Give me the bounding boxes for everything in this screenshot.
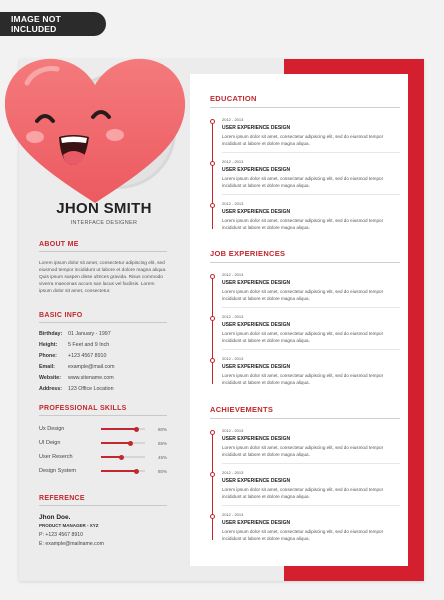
image-not-included-badge: IMAGE NOT INCLUDED xyxy=(0,12,106,36)
skill-slider xyxy=(101,442,145,444)
info-key: Height: xyxy=(39,342,58,348)
achievements-section xyxy=(210,405,400,548)
entry-title: USER EXPERIENCE DESIGN xyxy=(222,520,291,526)
info-row xyxy=(39,342,167,353)
entry-desc: Lorem ipsum dolor sit amet, consectetur adipiscing elit, sed do eiusmod tempor incididunt ut labore et dolore magna aliqua. xyxy=(222,218,384,230)
timeline-entry xyxy=(222,464,400,506)
reference-title: PRODUCT MANAGER - XYZ xyxy=(39,523,99,528)
timeline-entry xyxy=(222,111,400,153)
reference-section xyxy=(39,495,167,550)
skill-fill xyxy=(101,428,136,430)
entry-title: USER EXPERIENCE DESIGN xyxy=(222,364,291,370)
timeline-dot xyxy=(210,274,215,279)
timeline-entry xyxy=(222,195,400,237)
timeline-entry xyxy=(222,266,400,308)
skill-slider xyxy=(101,470,145,472)
reference-heading: REFERENCE xyxy=(39,495,167,506)
entry-title: USER EXPERIENCE DESIGN xyxy=(222,436,291,442)
entry-title: USER EXPERIENCE DESIGN xyxy=(222,478,291,484)
info-key: Address: xyxy=(39,386,62,392)
right-cheek xyxy=(106,129,124,141)
entry-desc: Lorem ipsum dolor sit amet, consectetur adipiscing elit, sed do eiusmod tempor incididunt ut labore et dolore magna aliqua. xyxy=(222,445,384,457)
about-heading: ABOUT ME xyxy=(39,241,167,252)
info-row xyxy=(39,331,167,342)
info-key: Website: xyxy=(39,375,61,381)
skill-knob xyxy=(134,427,139,432)
skill-knob xyxy=(134,469,139,474)
entry-desc: Lorem ipsum dolor sit amet, consectetur adipiscing elit, sed do eiusmod tempor incididunt ut labore et dolore magna aliqua. xyxy=(222,529,384,541)
jobs-timeline xyxy=(210,266,400,392)
skill-row xyxy=(39,450,167,464)
info-value: 5 Feet and 9 Inch xyxy=(68,342,110,348)
reference-email: E: example@mailname.com xyxy=(39,541,104,547)
timeline-dot xyxy=(210,514,215,519)
timeline-dot xyxy=(210,316,215,321)
skill-percent: 80% xyxy=(157,468,167,474)
skill-slider xyxy=(101,456,145,458)
entry-desc: Lorem ipsum dolor sit amet, consectetur adipiscing elit, sed do eiusmod tempor incididunt ut labore et dolore magna aliqua. xyxy=(222,373,384,385)
entry-desc: Lorem ipsum dolor sit amet, consectetur adipiscing elit, sed do eiusmod tempor incididunt ut labore et dolore magna aliqua. xyxy=(222,331,384,343)
info-value: example@mail.com xyxy=(68,364,115,370)
skill-knob xyxy=(128,441,133,446)
info-key: Email: xyxy=(39,364,55,370)
heart-face-icon xyxy=(1,53,189,213)
info-key: Phone: xyxy=(39,353,57,359)
entry-year: 2012 - 2013 xyxy=(222,470,244,475)
entry-year: 2012 - 2013 xyxy=(222,314,244,319)
entry-desc: Lorem ipsum dolor sit amet, consectetur adipiscing elit, sed do eiusmod tempor incididunt ut labore et dolore magna aliqua. xyxy=(222,134,384,146)
info-row xyxy=(39,353,167,364)
timeline-dot xyxy=(210,119,215,124)
timeline-line xyxy=(212,432,213,540)
skill-name: Ux Design xyxy=(39,426,65,432)
about-text: Lorem ipsum dolor sit amet, consectetur adipiscing elit, sed eiusmod tempor incididunt ut labore et dolore magna aliqua. Quis ipsum suspen disse ultrices gravida. Risus commodo viverra maecenas accum san lacus vel facilisis. Lorem ipsum dolor sit amet, consectetur. xyxy=(39,261,167,294)
entry-title: USER EXPERIENCE DESIGN xyxy=(222,209,291,215)
skill-percent: 80% xyxy=(157,426,167,432)
education-heading: EDUCATION xyxy=(210,94,400,108)
entry-title: USER EXPERIENCE DESIGN xyxy=(222,167,291,173)
skill-name: Design System xyxy=(39,468,76,474)
jobs-section xyxy=(210,249,400,392)
left-cheek xyxy=(26,131,44,143)
timeline-dot xyxy=(210,472,215,477)
timeline-entry xyxy=(222,350,400,392)
info-value: +123 4567 8910 xyxy=(68,353,107,359)
skill-slider xyxy=(101,428,145,430)
skill-row xyxy=(39,464,167,478)
entry-year: 2012 - 2013 xyxy=(222,159,244,164)
timeline-dot xyxy=(210,203,215,208)
entry-desc: Lorem ipsum dolor sit amet, consectetur adipiscing elit, sed do eiusmod tempor incididunt ut labore et dolore magna aliqua. xyxy=(222,289,384,301)
education-timeline xyxy=(210,111,400,237)
info-value: www.sitename.com xyxy=(68,375,114,381)
entry-year: 2012 - 2013 xyxy=(222,201,244,206)
right-content-card xyxy=(190,74,408,566)
info-value: 01 January - 1997 xyxy=(68,331,111,337)
timeline-dot xyxy=(210,161,215,166)
skill-knob xyxy=(119,455,124,460)
skill-name: User Reserch xyxy=(39,454,73,460)
entry-desc: Lorem ipsum dolor sit amet, consectetur adipiscing elit, sed do eiusmod tempor incididunt ut labore et dolore magna aliqua. xyxy=(222,176,384,188)
heart-shape xyxy=(5,59,185,203)
timeline-line xyxy=(212,276,213,384)
entry-title: USER EXPERIENCE DESIGN xyxy=(222,322,291,328)
entry-title: USER EXPERIENCE DESIGN xyxy=(222,125,291,131)
timeline-entry xyxy=(222,308,400,350)
timeline-entry xyxy=(222,422,400,464)
entry-desc: Lorem ipsum dolor sit amet, consectetur adipiscing elit, sed do eiusmod tempor incididunt ut labore et dolore magna aliqua. xyxy=(222,487,384,499)
entry-year: 2012 - 2013 xyxy=(222,428,244,433)
basic-info-section xyxy=(39,312,167,397)
education-section xyxy=(210,94,400,237)
timeline-entry xyxy=(222,153,400,195)
info-row xyxy=(39,386,167,397)
info-row xyxy=(39,364,167,375)
timeline-dot xyxy=(210,430,215,435)
info-value: 123 Office Location xyxy=(68,386,114,392)
skill-percent: 45% xyxy=(157,454,167,460)
skill-percent: 65% xyxy=(157,440,167,446)
entry-title: USER EXPERIENCE DESIGN xyxy=(222,280,291,286)
timeline-entry xyxy=(222,506,400,548)
achievements-timeline xyxy=(210,422,400,548)
reference-phone: P: +123 4567 8910 xyxy=(39,532,83,538)
info-row xyxy=(39,375,167,386)
about-section xyxy=(39,241,167,295)
entry-year: 2012 - 2013 xyxy=(222,117,244,122)
basic-info-heading: BASIC INFO xyxy=(39,312,167,323)
skill-row xyxy=(39,422,167,436)
profile-name: JHON SMITH xyxy=(56,200,152,217)
skills-section xyxy=(39,405,167,478)
skill-fill xyxy=(101,470,136,472)
timeline-line xyxy=(212,121,213,229)
skill-name: UI Deign xyxy=(39,440,61,446)
profile-role: INTERFACE DESIGNER xyxy=(70,220,138,226)
entry-year: 2012 - 2013 xyxy=(222,356,244,361)
reference-name: Jhon Doe. xyxy=(39,514,71,521)
jobs-heading: JOB EXPERIENCES xyxy=(210,249,400,263)
achievements-heading: ACHIEVEMENTS xyxy=(210,405,400,419)
skills-heading: PROFESSIONAL SKILLS xyxy=(39,405,167,416)
timeline-dot xyxy=(210,358,215,363)
heart-face-svg xyxy=(1,53,189,213)
entry-year: 2012 - 2013 xyxy=(222,272,244,277)
info-key: Birthday: xyxy=(39,331,63,337)
entry-year: 2012 - 2013 xyxy=(222,512,244,517)
skill-row xyxy=(39,436,167,450)
skill-fill xyxy=(101,442,130,444)
